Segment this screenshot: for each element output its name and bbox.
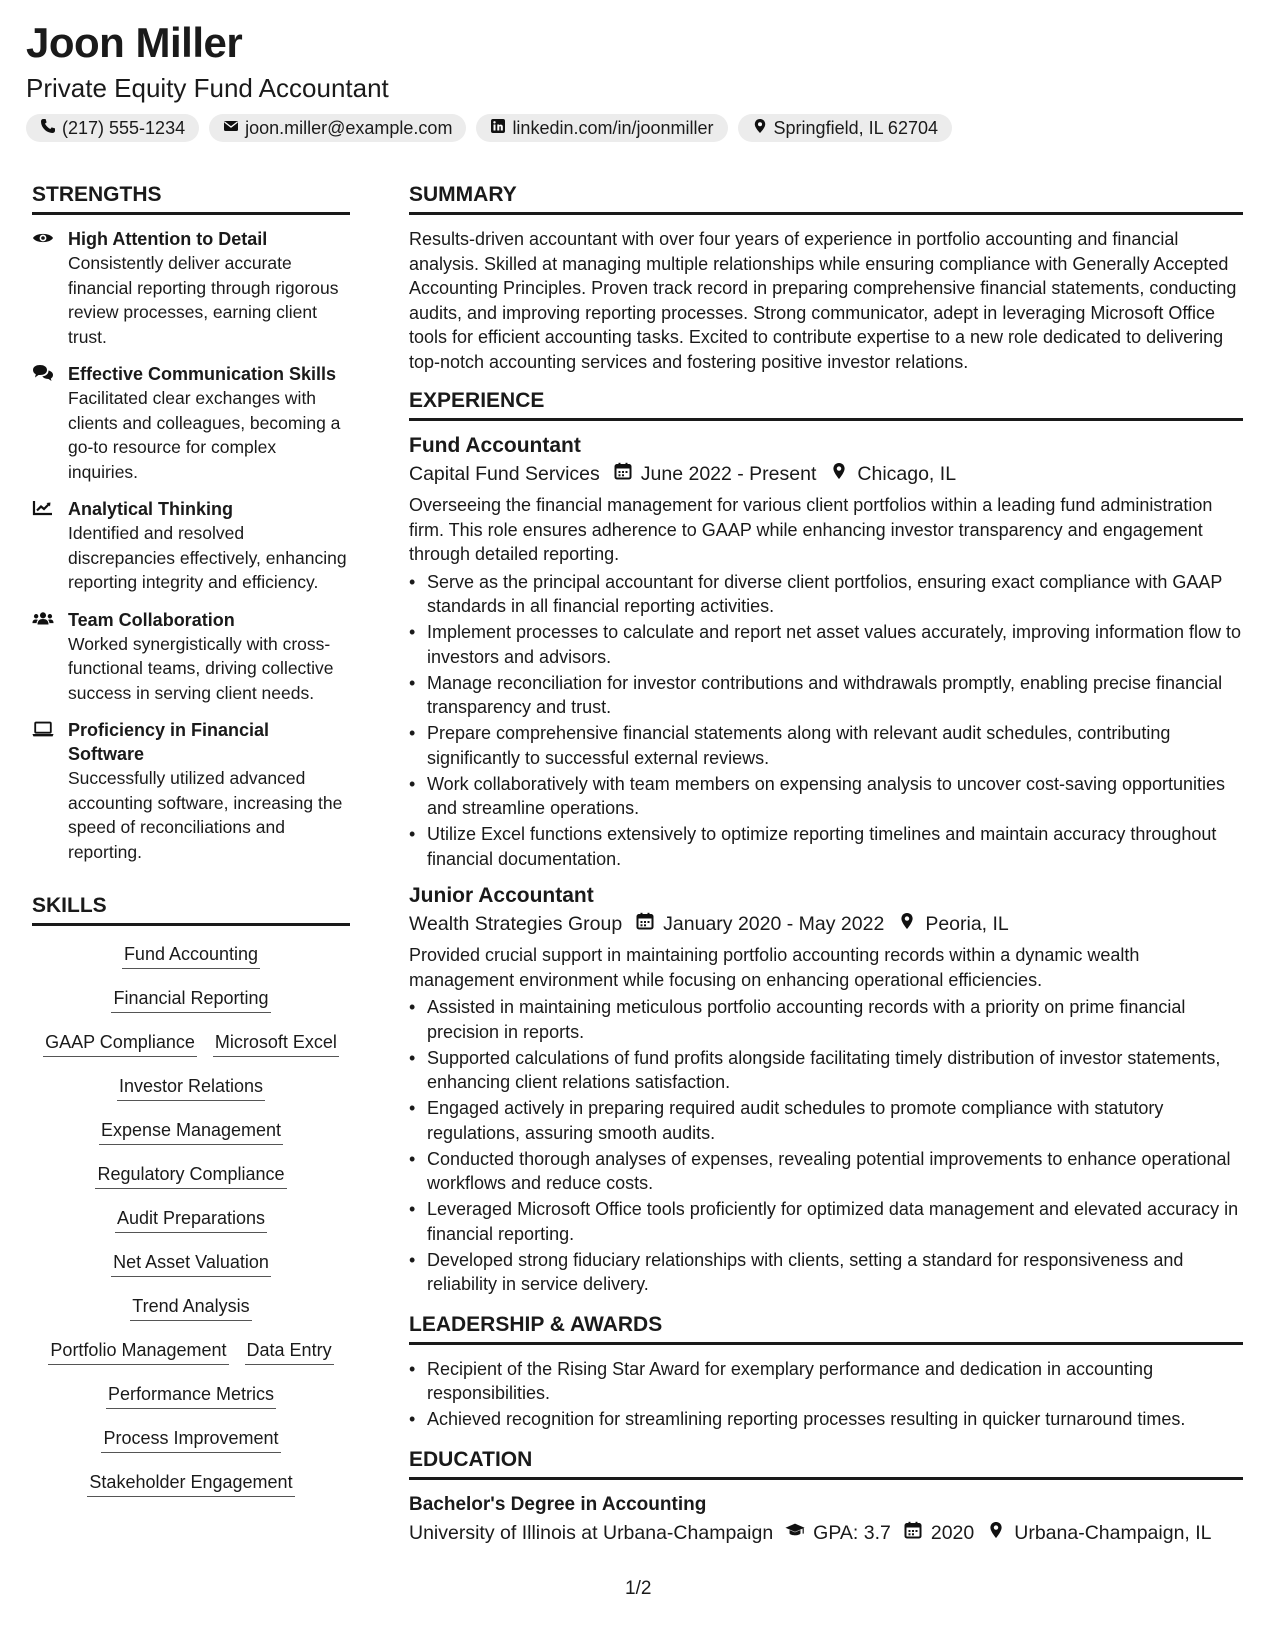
education-school: University of Illinois at Urbana-Champaign [409,1521,774,1544]
job-entry [409,883,1243,1297]
skill-tag: Audit Preparations [115,1206,267,1233]
map-marker-icon [752,118,768,139]
job-bullet: • Supported calculations of fund profits alongside facilitating timely distribution of investor statements, enhancing client relations satisfaction. [427,1046,1243,1095]
skill-tag: Fund Accounting [122,942,260,969]
skill-tag: Expense Management [99,1118,283,1145]
eye-icon [32,227,56,349]
job-bullet: • Utilize Excel functions extensively to optimize reporting timelines and maintain accuracy throughout financial documentation. [427,822,1243,871]
strength-desc: Facilitated clear exchanges with clients and colleagues, becoming a go-to resource for complex inquiries. [68,388,341,482]
experience-heading: EXPERIENCE [409,389,1243,421]
linkedin-text: linkedin.com/in/joonmiller [512,117,714,138]
chart-line-icon [32,497,56,595]
skill-tag: Stakeholder Engagement [87,1470,294,1497]
award-item: • Recipient of the Rising Star Award for exemplary performance and dedication in accounting responsibilities. [427,1357,1243,1406]
page-number: 1/2 [625,1578,652,1599]
job-location: Chicago, IL [857,463,957,485]
strength-desc: Worked synergistically with cross-functional teams, driving collective success in serving client needs. [68,633,334,703]
job-dates: June 2022 - Present [640,463,817,485]
skills-heading: SKILLS [32,894,350,926]
users-icon [32,608,56,706]
laptop-icon [32,718,56,864]
education-heading: EDUCATION [409,1448,1243,1480]
job-title: Junior Accountant [409,884,594,907]
strengths-heading: STRENGTHS [32,183,350,215]
strength-desc: Consistently deliver accurate financial reporting through rigorous review processes, earning client trust. [68,253,339,347]
strength-item [32,497,350,595]
education-gpa: GPA: 3.7 [813,1521,891,1544]
skill-tag: Net Asset Valuation [111,1250,271,1277]
email-text: joon.miller@example.com [245,117,453,138]
skill-tag: Data Entry [245,1338,334,1365]
education-location: Urbana-Champaign, IL [1014,1521,1212,1544]
skill-tag: Portfolio Management [48,1338,228,1365]
phone-text: (217) 555-1234 [62,117,186,138]
phone-icon [40,118,56,139]
right-column [409,183,1243,1548]
strength-title: Analytical Thinking [68,499,234,519]
education-year: 2020 [930,1521,975,1544]
strength-title: Effective Communication Skills [68,364,337,384]
skill-tag: Performance Metrics [106,1382,276,1409]
phone-chip[interactable] [26,114,199,142]
job-bullet: • Developed strong fiduciary relationships with clients, setting a standard for responsiveness and reliability in service delivery. [427,1248,1243,1297]
job-dates: January 2020 - May 2022 [663,913,885,935]
map-marker-icon [816,459,857,489]
skill-tag: Regulatory Compliance [95,1162,286,1189]
job-bullet: • Assisted in maintaining meticulous portfolio accounting records with a priority on prime financial precision in reports. [427,995,1243,1044]
left-column [32,183,350,1497]
linkedin-icon [490,118,506,139]
skill-tag: Trend Analysis [130,1294,251,1321]
email-chip[interactable] [209,114,466,142]
job-bullet: • Leveraged Microsoft Office tools proficiently for optimized data management and elevated accuracy in financial reporting. [427,1197,1243,1246]
candidate-name: Joon Miller [26,19,243,66]
education-meta [409,1518,1243,1548]
strength-title: Proficiency in Financial Software [68,720,270,764]
skill-tag: Process Improvement [101,1426,280,1453]
strength-desc: Successfully utilized advanced accounting software, increasing the speed of reconciliations and reporting. [68,768,343,862]
skill-tag: Investor Relations [117,1074,265,1101]
award-item: • Achieved recognition for streamlining reporting processes resulting in quicker turnaround times. [427,1407,1243,1432]
graduation-cap-icon [773,1518,813,1548]
job-description: Provided crucial support in maintaining portfolio accounting records within a dynamic wealth management environment while focusing on enhancing operational efficiencies. [409,945,1140,990]
skill-tag: GAAP Compliance [43,1030,197,1057]
envelope-icon [223,118,239,139]
job-bullet: • Conducted thorough analyses of expenses, revealing potential improvements to enhance operational workflows and reduce costs. [427,1147,1243,1196]
job-title: Fund Accountant [409,434,581,457]
awards-list [409,1357,1243,1432]
job-bullets [409,995,1243,1297]
summary-text: Results-driven accountant with over four years of experience in portfolio accounting and financial analysis. Skilled at managing multiple relationships while ensuring compliance with Generally Accepted Accounting Principles. Proven track record in preparing comprehensive financial statements, conducting audits, and improving reporting processes. Strong communicator, adept in leveraging Microsoft Office tools for efficient accounting tasks. Excited to contribute expertise to a new role dedicated to delivering top-notch accounting services and fostering positive investor relations. [409,229,1237,372]
job-company: Wealth Strategies Group [409,913,623,935]
skills-list [32,942,350,1497]
map-marker-icon [884,909,925,939]
calendar-icon [622,909,663,939]
skill-tag: Financial Reporting [111,986,270,1013]
strength-title: High Attention to Detail [68,229,268,249]
contact-bar [26,114,952,142]
skill-tag: Microsoft Excel [213,1030,339,1057]
job-bullet: • Implement processes to calculate and report net asset values accurately, improving information flow to investors and advisors. [427,620,1243,669]
calendar-icon [600,459,641,489]
comments-icon [32,362,56,484]
job-bullet: • Serve as the principal accountant for diverse client portfolios, ensuring exact compliance with GAAP standards in all financial reporting activities. [427,570,1243,619]
job-entry [409,433,1243,871]
awards-heading: LEADERSHIP & AWARDS [409,1313,1243,1345]
strength-desc: Identified and resolved discrepancies effectively, enhancing reporting integrity and efficiency. [68,523,347,592]
job-location: Peoria, IL [925,913,1009,935]
job-bullets [409,570,1243,872]
strength-item [32,608,350,706]
education-degree: Bachelor's Degree in Accounting [409,1493,707,1515]
job-meta [409,909,1243,939]
job-bullet: • Work collaboratively with team members on expensing analysis to uncover cost-saving opportunities and streamline operations. [427,772,1243,821]
strength-item [32,227,350,349]
job-bullet: • Engaged actively in preparing required audit schedules to promote compliance with statutory regulations, assuring smooth audits. [427,1096,1243,1145]
location-chip[interactable] [738,114,952,142]
strength-item [32,718,350,864]
job-meta [409,459,1243,489]
candidate-title: Private Equity Fund Accountant [26,73,389,103]
summary-heading: SUMMARY [409,183,1243,215]
location-text: Springfield, IL 62704 [773,117,938,138]
linkedin-chip[interactable] [476,114,727,142]
job-bullet: • Prepare comprehensive financial statements along with relevant audit schedules, contributing significantly to successful external reviews. [427,721,1243,770]
calendar-icon [891,1518,931,1548]
job-bullet: • Manage reconciliation for investor contributions and withdrawals promptly, enabling precise financial transparency and trust. [427,671,1243,720]
job-company: Capital Fund Services [409,463,600,485]
strength-item [32,362,350,484]
map-marker-icon [974,1518,1014,1548]
strength-title: Team Collaboration [68,609,235,630]
job-description: Overseeing the financial management for various client portfolios within a leading fund administration firm. This role ensures adherence to GAAP while enhancing investor transparency and engagement through detailed reporting. [409,495,1213,564]
